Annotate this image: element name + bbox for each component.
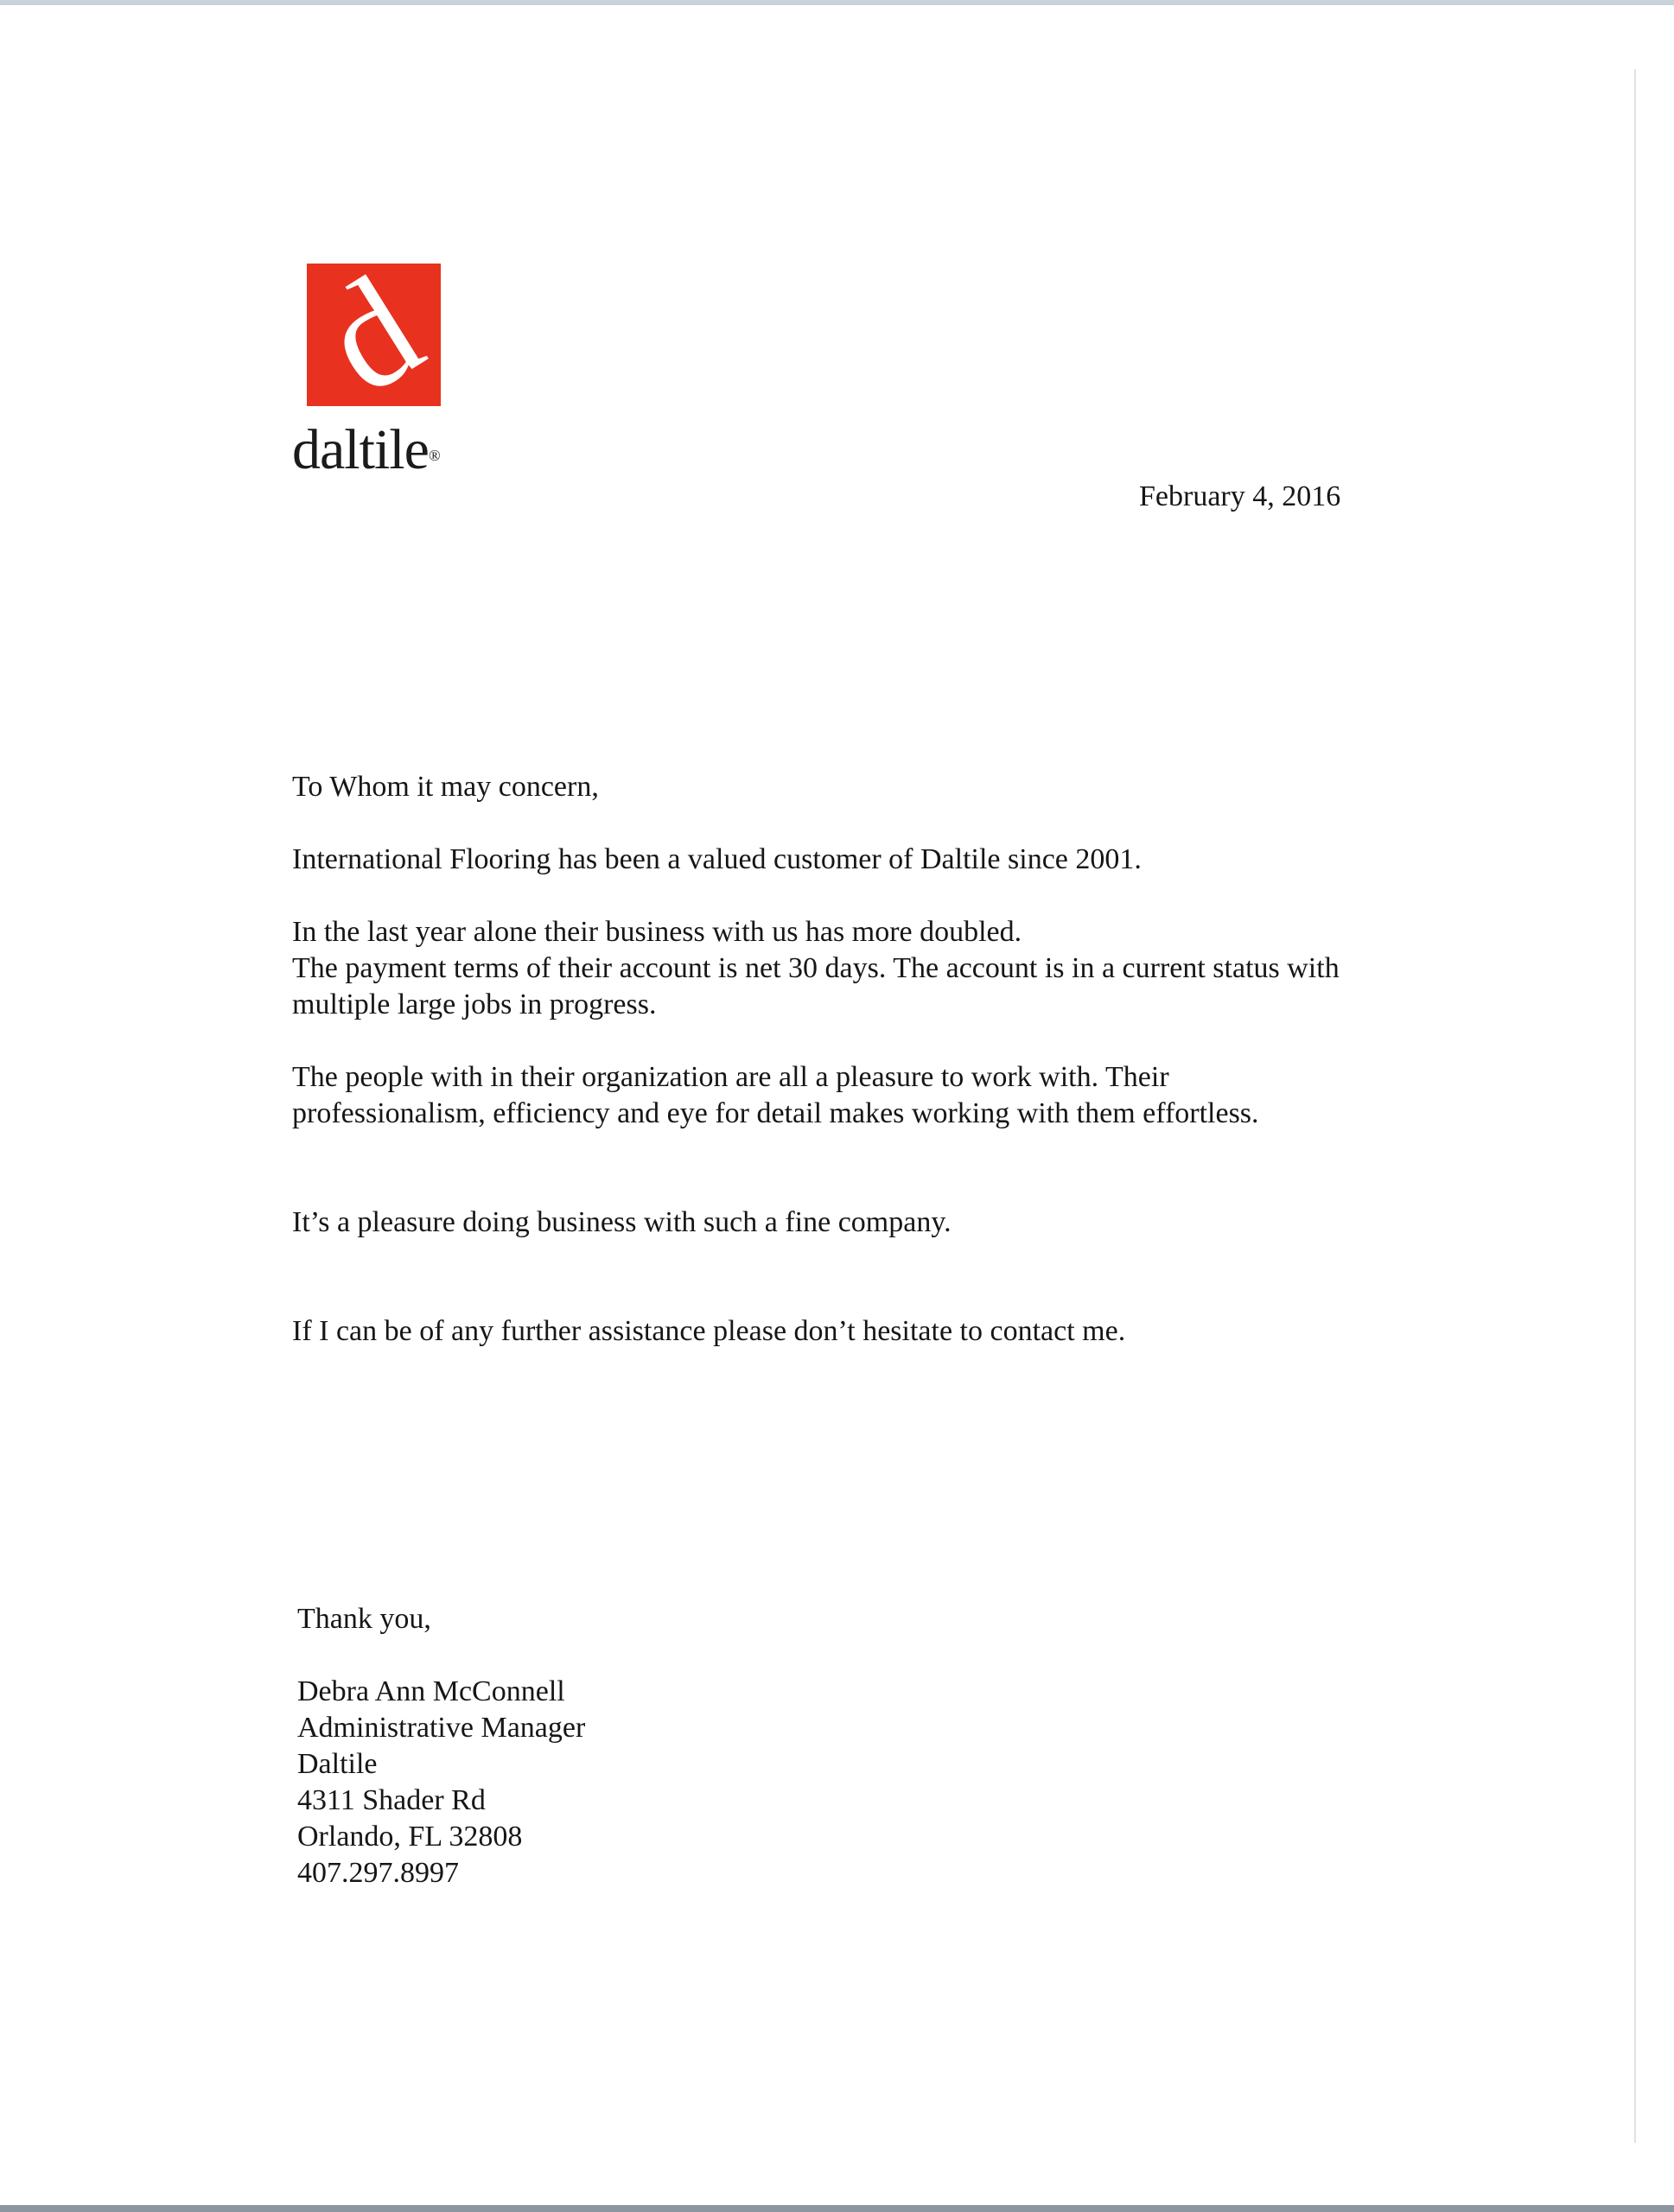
- scan-edge-right: [1634, 69, 1636, 2143]
- signature-phone: 407.297.8997: [297, 1857, 459, 1889]
- body-paragraph-3-line-1: The people with in their organization are all a pleasure to work with. Their: [292, 1061, 1169, 1093]
- signature-name: Debra Ann McConnell: [297, 1675, 565, 1707]
- body-paragraph-3-line-2: professionalism, efficiency and eye for detail makes working with them effortless.: [292, 1097, 1259, 1129]
- brand-wordmark: [292, 418, 440, 481]
- signature-street: 4311 Shader Rd: [297, 1784, 486, 1816]
- signature-title: Administrative Manager: [297, 1712, 586, 1744]
- body-paragraph-2-line-3: multiple large jobs in progress.: [292, 988, 657, 1020]
- scan-edge-top: [0, 0, 1674, 5]
- body-paragraph-5: If I can be of any further assistance please don’t hesitate to contact me.: [292, 1315, 1126, 1347]
- scan-edge-bottom: [0, 2205, 1674, 2212]
- closing: Thank you,: [297, 1603, 431, 1635]
- body-paragraph-2-line-1: In the last year alone their business with us has more doubled.: [292, 916, 1022, 948]
- signature-city: Orlando, FL 32808: [297, 1821, 523, 1853]
- salutation: To Whom it may concern,: [292, 771, 599, 803]
- logo-letter: d: [294, 243, 448, 426]
- registered-mark: ®: [428, 447, 440, 464]
- brand-name: daltile: [292, 418, 429, 481]
- body-paragraph-2-line-2: The payment terms of their account is net 30 days. The account is in a current status with: [292, 952, 1340, 984]
- signature-company: Daltile: [297, 1748, 378, 1780]
- body-paragraph-4: It’s a pleasure doing business with such a fine company.: [292, 1206, 952, 1238]
- daltile-logo-icon: [294, 243, 448, 426]
- body-paragraph-1: International Flooring has been a valued customer of Daltile since 2001.: [292, 843, 1142, 875]
- letter-date: February 4, 2016: [1139, 480, 1341, 512]
